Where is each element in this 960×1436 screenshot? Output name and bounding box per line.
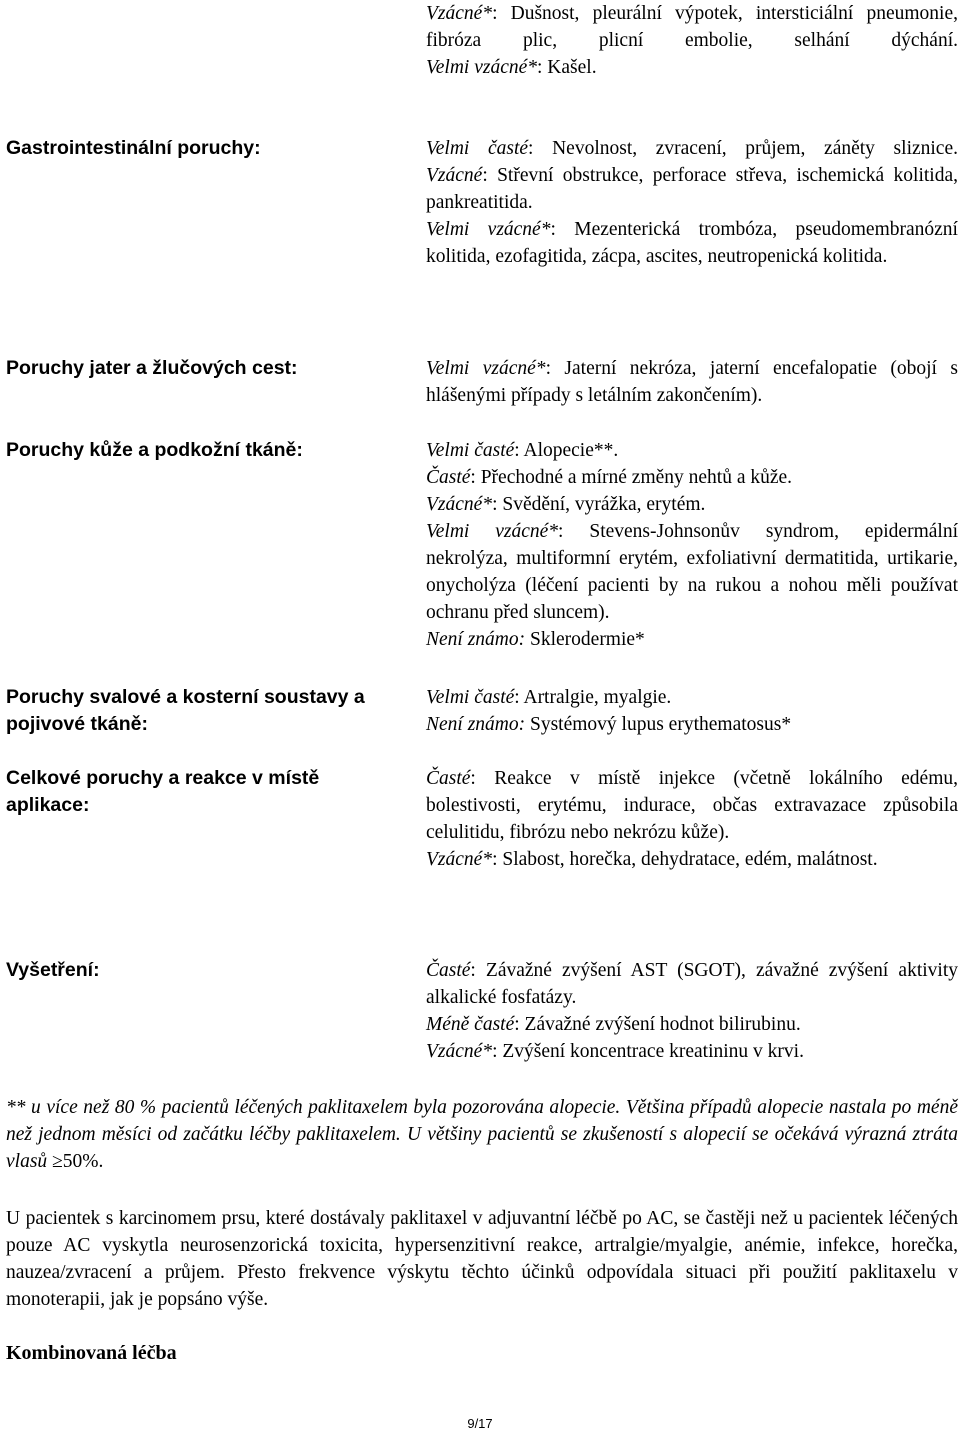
frequency-text: : Svědění, vyrážka, erytém. (492, 494, 706, 515)
section-label: Gastrointestinální poruchy: (6, 137, 261, 159)
frequency-entry (426, 626, 958, 653)
frequency-category: Vzácné* (426, 3, 493, 24)
frequency-category: Časté (426, 467, 471, 488)
section-label: Poruchy jater a žlučových cest: (6, 357, 298, 379)
footnote-threshold: ≥50%. (52, 1151, 104, 1172)
frequency-category: Velmi vzácné* (426, 57, 538, 78)
section-label: Vyšetření: (6, 959, 100, 981)
frequency-entry (426, 846, 958, 873)
section-description (426, 355, 958, 409)
frequency-category: Není známo: (426, 714, 526, 735)
section-description (426, 437, 958, 653)
frequency-text: Systémový lupus erythematosus* (525, 714, 792, 735)
frequency-category: Vzácné* (426, 849, 493, 870)
frequency-entry (426, 464, 958, 491)
section-heading: Kombinovaná léčba (6, 1342, 177, 1364)
frequency-text: : Stevens-Johnsonův syndrom, epidermální nekrolýza, multiformní erytém, exfoliativní dermatitida, urtikarie, onycholýza (léčení pacienti by na rukou a nohou měli používat ochranu před sluncem). (426, 521, 958, 623)
adjuvant-therapy-paragraph: U pacientek s karcinomem prsu, které dostávaly paklitaxel v adjuvantní léčbě po AC, se častěji než u pacientek léčených pouze AC vyskytla neurosenzorická toxicita, hypersenzitivní reakce, artralgie/myalgie, anémie, infekce, horečka, nauzea/zvracení a průjem. Přesto frekvence výskytu těchto účinků odpovídala situaci při použití paklitaxelu v monoterapii, jak je popsáno výše. (6, 1208, 958, 1310)
frequency-entry (426, 1038, 958, 1065)
frequency-entry (426, 162, 958, 216)
frequency-text: : Kašel. (537, 57, 597, 78)
frequency-text: : Alopecie**. (514, 440, 619, 461)
frequency-category: Vzácné (426, 165, 483, 186)
frequency-entry (426, 1011, 958, 1038)
frequency-text: : Nevolnost, zvracení, průjem, záněty sliznice. (528, 138, 958, 159)
frequency-category: Vzácné* (426, 1041, 493, 1062)
frequency-text: : Střevní obstrukce, perforace střeva, ischemická kolitida, pankreatitida. (426, 165, 958, 213)
frequency-text: : Jaterní nekróza, jaterní encefalopatie (obojí s hlášenými případy s letálním zakončením). (426, 358, 958, 406)
frequency-text: : Reakce v místě injekce (včetně lokálního edému, bolestivosti, erytému, indurace, občas extravazace způsobila celulitidu, fibrózu nebo nekrózu kůže). (426, 768, 958, 843)
frequency-entry (426, 355, 958, 409)
frequency-category: Méně časté (426, 1014, 515, 1035)
section-description (426, 957, 958, 1065)
footnote-text: ** u více než 80 % pacientů léčených paklitaxelem byla pozorována alopecie. Většina případů alopecie nastala po méně než jednom měsíci od začátku léčby paklitaxelem. U většiny pacientů se zkušeností s alopecií se očekává výrazná ztráta vlasů (6, 1097, 958, 1172)
frequency-entry (426, 684, 958, 711)
frequency-entry (426, 711, 958, 738)
frequency-entry (426, 0, 958, 54)
frequency-entry (426, 135, 958, 162)
frequency-entry (426, 54, 958, 81)
section-description (426, 765, 958, 873)
frequency-entry (426, 437, 958, 464)
section-label: Celkové poruchy a reakce v místě aplikace: (6, 767, 320, 816)
frequency-category: Vzácné* (426, 494, 493, 515)
frequency-category: Velmi časté (426, 687, 515, 708)
frequency-category: Velmi vzácné* (426, 219, 551, 240)
frequency-entry (426, 518, 958, 626)
frequency-category: Časté (426, 768, 471, 789)
frequency-text: Sklerodermie* (525, 629, 645, 650)
frequency-text: : Přechodné a mírné změny nehtů a kůže. (470, 467, 793, 488)
frequency-category: Velmi časté (426, 440, 515, 461)
frequency-category: Časté (426, 960, 471, 981)
section-label: Poruchy svalové a kosterní soustavy a pojivové tkáně: (6, 686, 365, 735)
frequency-entry (426, 957, 958, 1011)
page-number: 9/17 (467, 1416, 493, 1431)
frequency-entry (426, 765, 958, 846)
frequency-text: : Slabost, horečka, dehydratace, edém, malátnost. (492, 849, 878, 870)
section-label: Poruchy kůže a podkožní tkáně: (6, 439, 303, 461)
frequency-text: : Artralgie, myalgie. (514, 687, 672, 708)
frequency-category: Není známo: (426, 629, 526, 650)
frequency-text: : Zvýšení koncentrace kreatininu v krvi. (492, 1041, 804, 1062)
section-description (426, 135, 958, 270)
section-description (426, 0, 958, 81)
frequency-text: : Závažné zvýšení AST (SGOT), závažné zvýšení aktivity alkalické fosfatázy. (426, 960, 958, 1008)
frequency-text: : Dušnost, pleurální výpotek, intersticiální pneumonie, fibróza plic, plicní embolie, selhání dýchání. (426, 3, 958, 51)
frequency-text: : Závažné zvýšení hodnot bilirubinu. (514, 1014, 801, 1035)
frequency-category: Velmi vzácné* (426, 358, 546, 379)
frequency-entry (426, 491, 958, 518)
section-description (426, 684, 958, 738)
frequency-text: : Mezenterická trombóza, pseudomembranózní kolitida, ezofagitida, zácpa, ascites, neutropenická kolitida. (426, 219, 958, 267)
frequency-category: Velmi časté (426, 138, 529, 159)
alopecia-footnote (6, 1094, 958, 1175)
frequency-entry (426, 216, 958, 270)
frequency-category: Velmi vzácné* (426, 521, 559, 542)
